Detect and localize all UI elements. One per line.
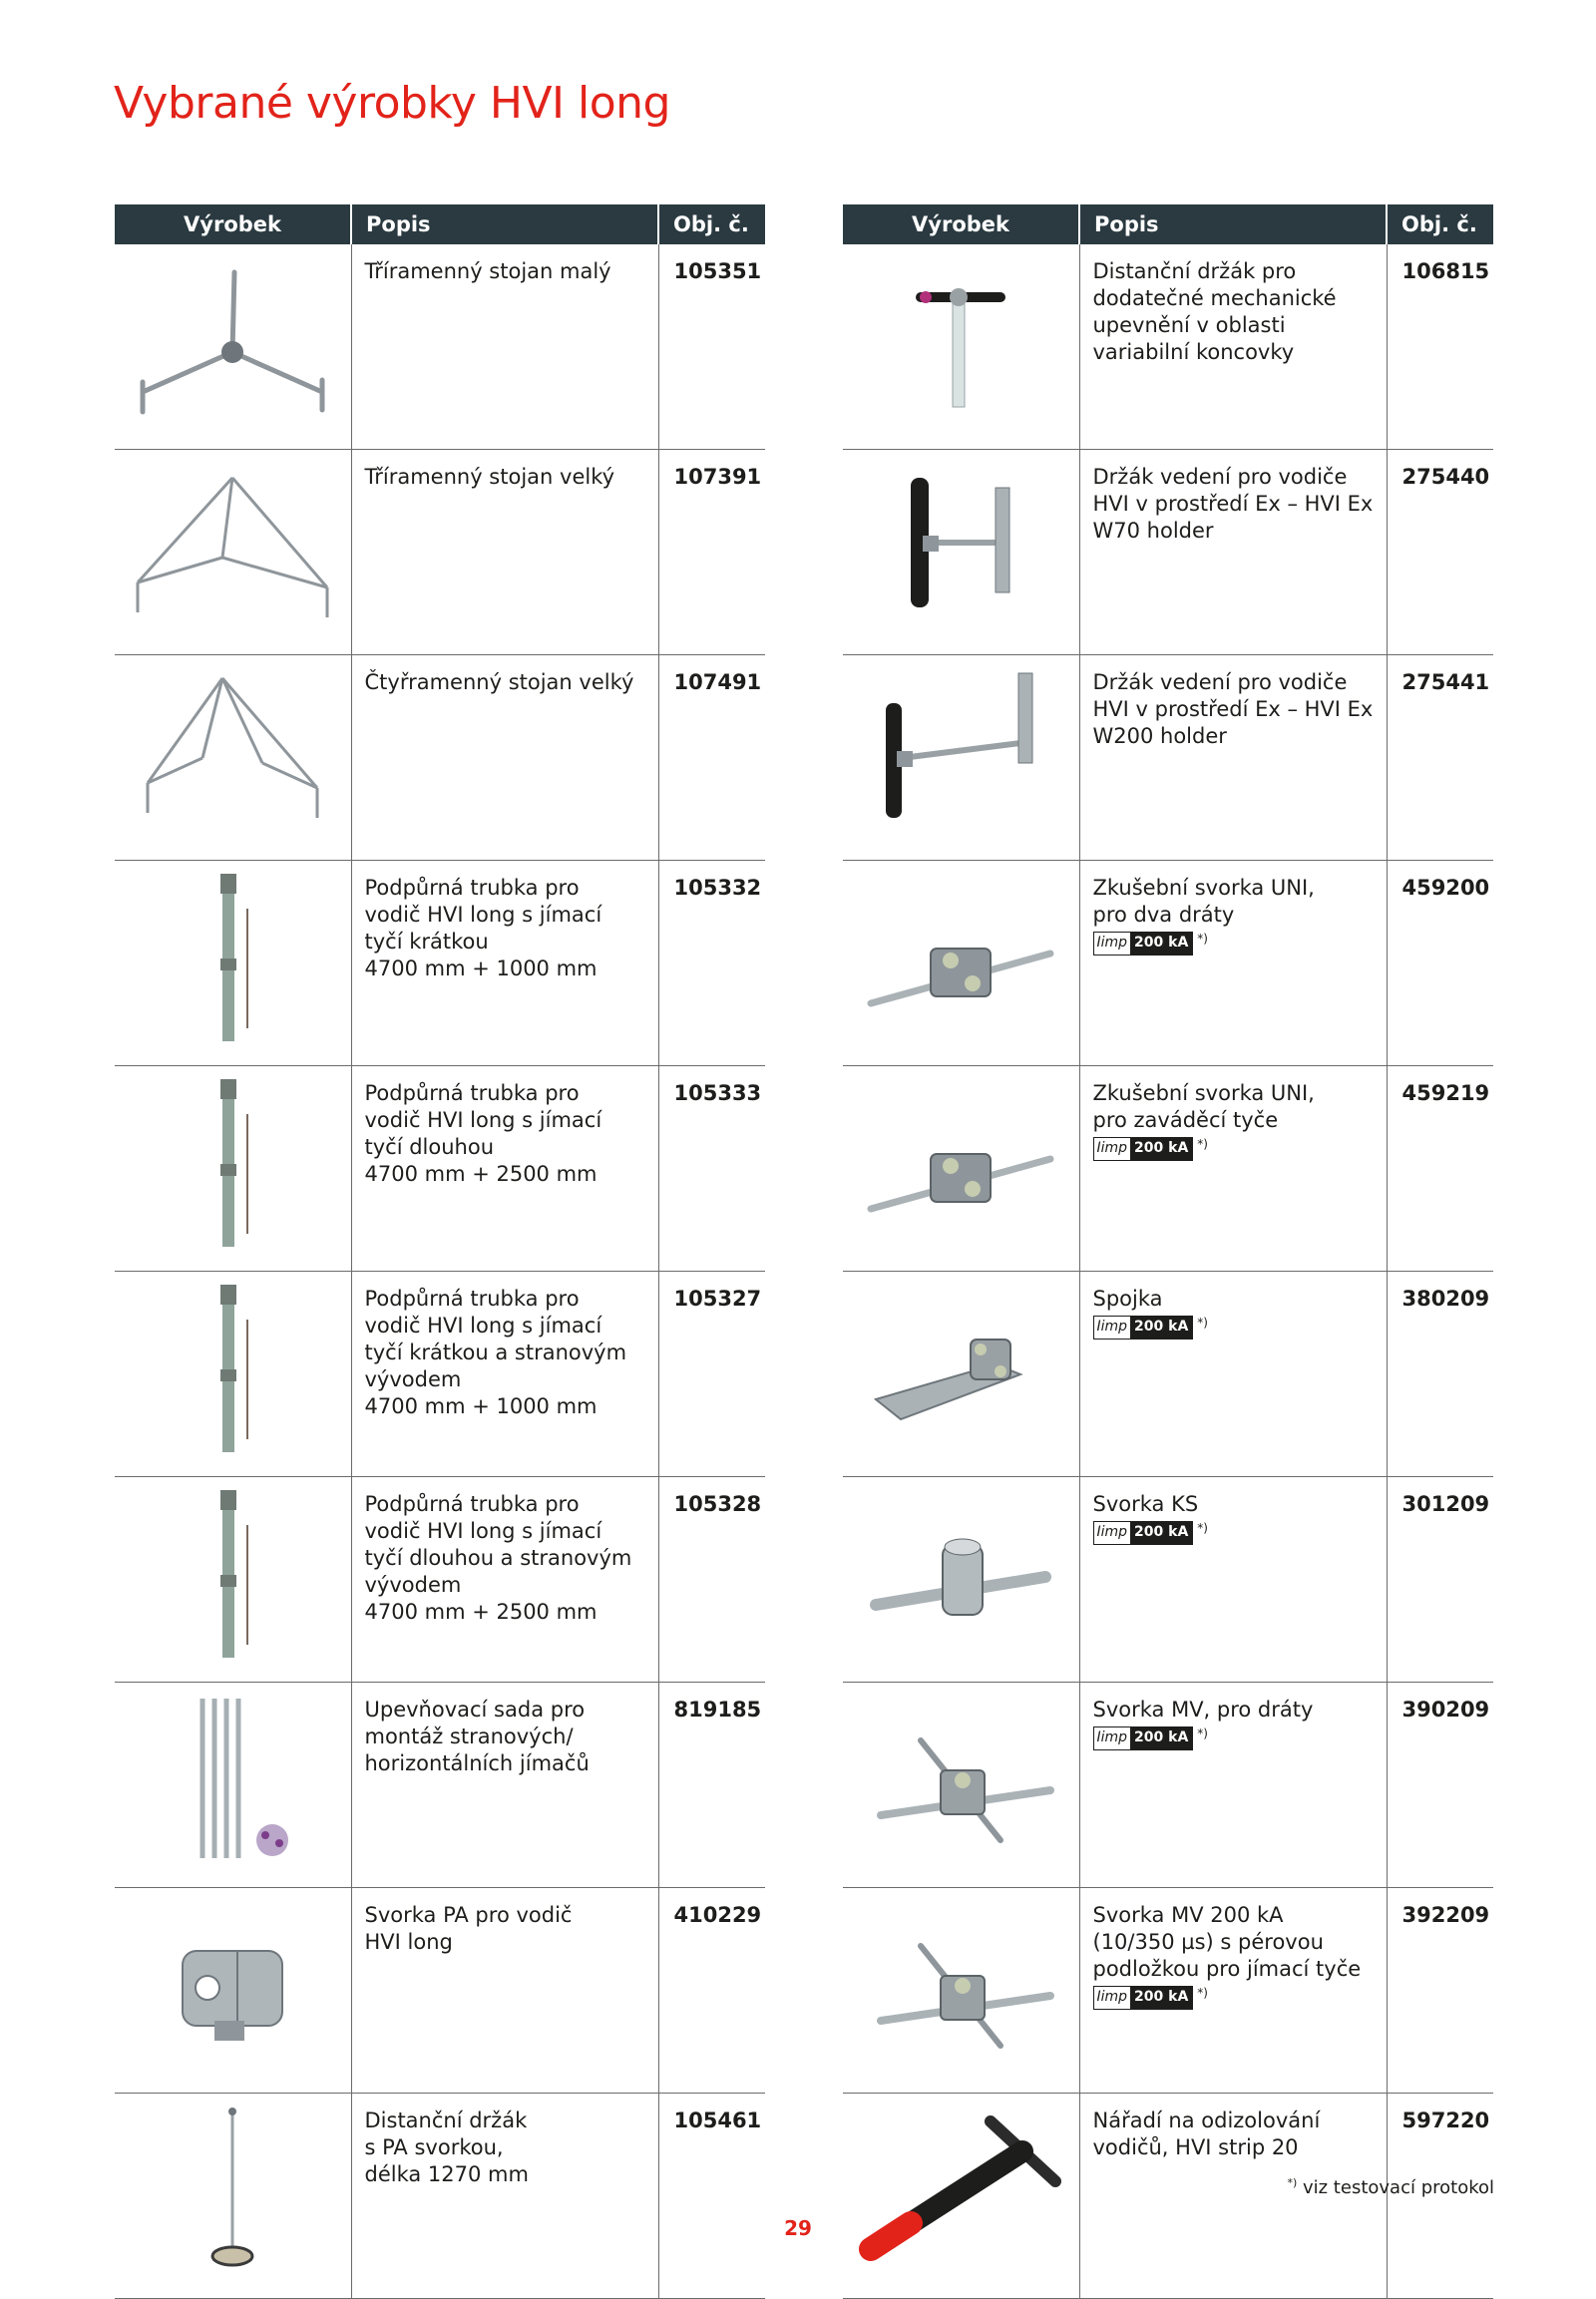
product-image-cell [843,2094,1079,2299]
test-clamp-icon [851,1074,1070,1249]
order-number: 105333 [658,1066,765,1272]
description-line: Upevňovací sada pro [364,1698,586,1722]
table-row [843,1683,1493,1888]
description-line: vývodem [364,1367,462,1391]
support-tube-icon [123,1485,342,1660]
product-description [1079,1477,1387,1683]
description-line: 4700 mm + 2500 mm [364,1162,598,1186]
product-description [351,1066,658,1272]
description-line: tyčí krátkou a stranovým [364,1341,627,1364]
table-row [115,450,765,655]
pa-clamp-icon [123,1896,342,2071]
description-line: HVI v prostředí Ex – HVI Ex [1092,697,1374,721]
table-row [115,1477,765,1683]
description-line: Podpůrná trubka pro [364,1081,580,1105]
description-line: 4700 mm + 1000 mm [364,957,598,980]
product-description [351,655,658,861]
description-line: montáž stranových/ [364,1724,574,1748]
table-row [115,244,765,450]
product-image-cell [843,1683,1079,1888]
mv-clamp-icon [851,1691,1070,1865]
product-description [351,244,658,450]
product-image-cell [115,1683,351,1888]
product-description [351,450,658,655]
table-row [843,1066,1493,1272]
description-line: vodičů, HVI strip 20 [1092,2135,1299,2159]
product-description [351,1477,658,1683]
badge-note: *) [1197,1137,1208,1151]
product-image-cell [115,655,351,861]
product-image-cell [115,244,351,450]
support-tube-icon [123,1074,342,1249]
product-description [351,1683,658,1888]
description-line: tyčí dlouhou [364,1135,495,1159]
table-row [115,1066,765,1272]
page-number: 29 [784,2216,812,2240]
support-tube-icon [123,1280,342,1454]
order-number: 105327 [658,1272,765,1477]
table-header-row [115,204,765,244]
badge-note: *) [1197,1316,1208,1330]
support-tube-icon [123,869,342,1043]
table-row [115,861,765,1066]
product-image-cell [843,244,1079,450]
product-description [1079,450,1387,655]
strip-tool-icon [851,2102,1070,2276]
description-line: W70 holder [1092,519,1214,543]
table-row [115,2094,765,2299]
description-line: W200 holder [1092,724,1227,748]
table-row [843,1888,1493,2094]
description-line: Nářadí na odizolování [1092,2108,1321,2132]
impulse-current-badge [1093,932,1377,956]
table-row [843,450,1493,655]
order-number: 105461 [658,2094,765,2299]
product-image-cell [115,2094,351,2299]
header-order-number: Obj. č. [658,204,765,244]
description-line: vodič HVI long s jímací [364,1314,602,1338]
impulse-current-badge [1093,1137,1377,1161]
table-row [843,1477,1493,1683]
spacer-bracket-icon [851,252,1070,427]
table-row [115,1888,765,2094]
badge-note: *) [1197,932,1208,946]
product-description [1079,1272,1387,1477]
order-number: 105351 [658,244,765,450]
tripod-large-icon [123,458,342,632]
iimp-badge [1093,1521,1194,1545]
description-line: pro zaváděcí tyče [1092,1108,1279,1132]
header-product: Výrobek [843,204,1079,244]
ks-clamp-icon [851,1485,1070,1660]
description-line: HVI v prostředí Ex – HVI Ex [1092,492,1374,516]
header-description: Popis [1079,204,1387,244]
product-image-cell [843,450,1079,655]
description-line: HVI long [364,1930,453,1954]
description-line: vodič HVI long s jímací [364,1519,602,1543]
right-product-table [843,204,1493,2299]
order-number: 105332 [658,861,765,1066]
product-image-cell [115,450,351,655]
order-number: 107491 [658,655,765,861]
footnote-text: viz testovací protokol [1302,2177,1494,2198]
description-line: s PA svorkou, [364,2135,504,2159]
table-row [843,1272,1493,1477]
badge-value: 200 kA [1130,1987,1192,2009]
impulse-current-badge [1093,1986,1377,2010]
badge-note: *) [1197,1726,1208,1740]
order-number: 380209 [1387,1272,1493,1477]
description-line: tyčí dlouhou a stranovým [364,1546,632,1570]
product-image-cell [115,1272,351,1477]
order-number: 275441 [1387,655,1493,861]
description-line: Zkušební svorka UNI, [1092,1081,1315,1105]
description-line: Tříramenný stojan velký [364,465,615,489]
badge-label: Iimp [1094,1522,1131,1544]
description-line: horizontálních jímačů [364,1751,590,1775]
description-line: upevnění v oblasti [1092,313,1286,337]
order-number: 410229 [658,1888,765,2094]
product-image-cell [843,1888,1079,2094]
footnote-mark: *) [1287,2176,1298,2189]
footnote [1287,2176,1494,2198]
table-row [843,861,1493,1066]
badge-value: 200 kA [1130,1317,1192,1339]
order-number: 301209 [1387,1477,1493,1683]
product-description [1079,1888,1387,2094]
impulse-current-badge [1093,1726,1377,1750]
badge-value: 200 kA [1130,1522,1192,1544]
description-line: pro dva dráty [1092,903,1235,927]
description-line: Držák vedení pro vodiče [1092,465,1348,489]
product-description [1079,1066,1387,1272]
product-description [1079,861,1387,1066]
product-image-cell [843,1477,1079,1683]
description-line: vodič HVI long s jímací [364,903,602,927]
badge-value: 200 kA [1130,933,1192,955]
description-line: 4700 mm + 2500 mm [364,1600,598,1624]
description-line: délka 1270 mm [364,2162,529,2186]
product-image-cell [115,1066,351,1272]
description-line: tyčí krátkou [364,930,489,954]
product-description [1079,1683,1387,1888]
description-line: Distanční držák [364,2108,528,2132]
description-line: dodatečné mechanické [1092,286,1337,310]
badge-note: *) [1197,1521,1208,1535]
order-number: 390209 [1387,1683,1493,1888]
description-line: Čtyřramenný stojan velký [364,670,634,694]
page-title: Vybrané výrobky HVI long [114,78,670,129]
description-line: Svorka MV 200 kA [1092,1903,1284,1927]
description-line: Svorka MV, pro dráty [1092,1698,1314,1722]
table-row [115,1683,765,1888]
order-number: 459200 [1387,861,1493,1066]
tripod-small-icon [123,252,342,427]
product-image-cell [115,861,351,1066]
description-line: Podpůrná trubka pro [364,1287,580,1311]
product-description [351,2094,658,2299]
description-line: variabilní koncovky [1092,340,1295,364]
impulse-current-badge [1093,1521,1377,1545]
iimp-badge [1093,1986,1194,2010]
table-header-row [843,204,1493,244]
badge-label: Iimp [1094,1987,1131,2009]
product-image-cell [843,1272,1079,1477]
product-image-cell [843,861,1079,1066]
order-number: 107391 [658,450,765,655]
iimp-badge [1093,1137,1194,1161]
order-number: 392209 [1387,1888,1493,2094]
description-line: (10/350 µs) s pérovou [1092,1930,1324,1954]
header-description: Popis [351,204,658,244]
description-line: Distanční držák pro [1092,259,1297,283]
description-line: Spojka [1092,1287,1163,1311]
quadpod-large-icon [123,663,342,838]
badge-label: Iimp [1094,933,1131,955]
order-number: 459219 [1387,1066,1493,1272]
wall-holder-short-icon [851,458,1070,632]
impulse-current-badge [1093,1316,1377,1340]
badge-value: 200 kA [1130,1138,1192,1160]
product-description [1079,655,1387,861]
product-description [351,1272,658,1477]
iimp-badge [1093,1316,1194,1340]
badge-label: Iimp [1094,1727,1131,1749]
order-number: 106815 [1387,244,1493,450]
description-line: Svorka PA pro vodič [364,1903,573,1927]
spacer-holder-icon [123,2102,342,2276]
badge-label: Iimp [1094,1138,1131,1160]
order-number: 105328 [658,1477,765,1683]
description-line: Svorka KS [1092,1492,1199,1516]
badge-label: Iimp [1094,1317,1131,1339]
header-product: Výrobek [115,204,351,244]
table-row [843,655,1493,861]
product-image-cell [115,1477,351,1683]
table-row [115,655,765,861]
product-description [1079,244,1387,450]
order-number: 597220 [1387,2094,1493,2299]
product-description [351,1888,658,2094]
iimp-badge [1093,932,1194,956]
order-number: 275440 [1387,450,1493,655]
product-image-cell [115,1888,351,2094]
description-line: Zkušební svorka UNI, [1092,876,1315,900]
wall-holder-long-icon [851,663,1070,838]
test-clamp-icon [851,869,1070,1043]
iimp-badge [1093,1726,1194,1750]
description-line: 4700 mm + 1000 mm [364,1394,598,1418]
mv-clamp-icon [851,1896,1070,2071]
badge-value: 200 kA [1130,1727,1192,1749]
left-product-table [115,204,765,2299]
order-number: 819185 [658,1683,765,1888]
mounting-set-icon [123,1691,342,1865]
description-line: vodič HVI long s jímací [364,1108,602,1132]
product-image-cell [843,655,1079,861]
connector-plate-icon [851,1280,1070,1454]
description-line: Držák vedení pro vodiče [1092,670,1348,694]
description-line: Tříramenný stojan malý [364,259,611,283]
description-line: vývodem [364,1573,462,1597]
product-image-cell [843,1066,1079,1272]
badge-note: *) [1197,1986,1208,2000]
description-line: podložkou pro jímací tyče [1092,1957,1362,1981]
table-row [843,244,1493,450]
description-line: Podpůrná trubka pro [364,876,580,900]
description-line: Podpůrná trubka pro [364,1492,580,1516]
table-row [115,1272,765,1477]
header-order-number: Obj. č. [1387,204,1493,244]
product-description [351,861,658,1066]
